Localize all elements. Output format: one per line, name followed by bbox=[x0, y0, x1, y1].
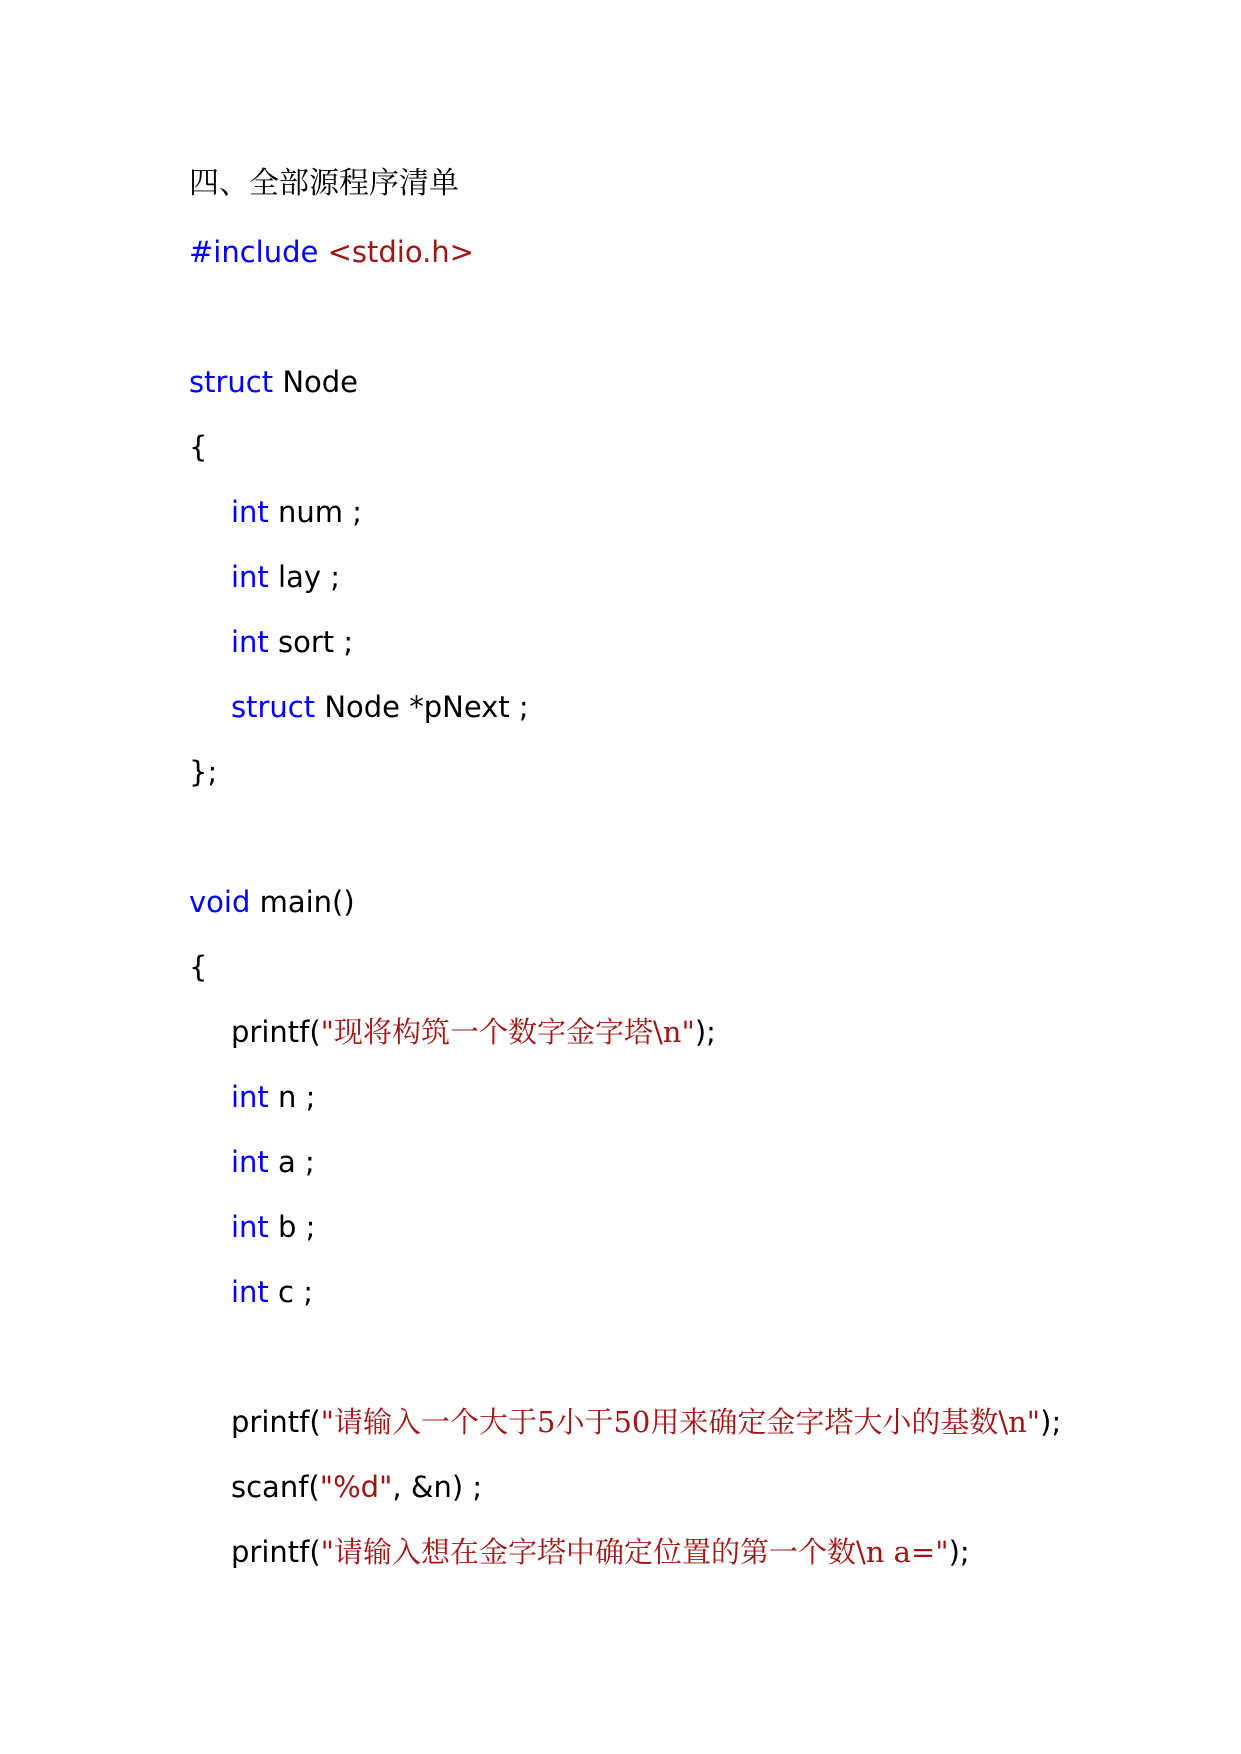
code-keyword: int bbox=[231, 1275, 269, 1309]
code-text: Node *pNext ; bbox=[315, 690, 529, 724]
code-text: c ; bbox=[268, 1275, 313, 1309]
code-preprocessor: #include bbox=[189, 235, 328, 269]
code-line bbox=[189, 622, 1189, 687]
code-text: ); bbox=[1040, 1405, 1062, 1439]
code-text: { bbox=[189, 950, 208, 984]
code-keyword: struct bbox=[189, 365, 274, 399]
code-text: ); bbox=[948, 1535, 970, 1569]
code-line bbox=[189, 362, 1189, 427]
code-line bbox=[189, 1272, 1189, 1337]
code-text: lay ; bbox=[268, 560, 341, 594]
code-line bbox=[189, 232, 1189, 297]
code-line bbox=[189, 752, 1189, 817]
code-line bbox=[189, 882, 1189, 947]
code-keyword: void bbox=[189, 885, 251, 919]
code-line bbox=[189, 1402, 1189, 1467]
code-text: sort ; bbox=[268, 625, 354, 659]
code-line bbox=[189, 1532, 1189, 1597]
code-string: "现将构筑一个数字金字塔\n" bbox=[320, 1015, 695, 1049]
source-code-listing bbox=[189, 232, 1189, 1597]
code-string: "请输入一个大于5小于50用来确定金字塔大小的基数\n" bbox=[320, 1405, 1041, 1439]
code-text: n ; bbox=[268, 1080, 316, 1114]
code-text: , &n) ; bbox=[392, 1470, 483, 1504]
code-line bbox=[189, 1142, 1189, 1207]
code-keyword: int bbox=[231, 495, 269, 529]
code-string: "%d" bbox=[319, 1470, 393, 1504]
code-text: printf( bbox=[231, 1405, 321, 1439]
code-line bbox=[189, 1077, 1189, 1142]
code-text: { bbox=[189, 430, 208, 464]
code-string: "请输入想在金字塔中确定位置的第一个数\n a=" bbox=[320, 1535, 949, 1569]
code-text: ); bbox=[694, 1015, 716, 1049]
code-line bbox=[189, 557, 1189, 622]
code-keyword: int bbox=[231, 1145, 269, 1179]
code-line bbox=[189, 427, 1189, 492]
code-keyword: int bbox=[231, 625, 269, 659]
code-text: printf( bbox=[231, 1015, 321, 1049]
code-text: scanf( bbox=[231, 1470, 320, 1504]
code-line bbox=[189, 492, 1189, 557]
blank-line bbox=[189, 1337, 1189, 1402]
code-line bbox=[189, 687, 1189, 752]
code-line bbox=[189, 1012, 1189, 1077]
code-text: Node bbox=[273, 365, 359, 399]
code-keyword: int bbox=[231, 1210, 269, 1244]
code-text: printf( bbox=[231, 1535, 321, 1569]
code-line bbox=[189, 947, 1189, 1012]
section-heading: 四、全部源程序清单 bbox=[189, 166, 459, 201]
code-text: a ; bbox=[268, 1145, 315, 1179]
code-keyword: struct bbox=[231, 690, 316, 724]
code-line bbox=[189, 1467, 1189, 1532]
code-text: num ; bbox=[268, 495, 363, 529]
code-text: b ; bbox=[268, 1210, 316, 1244]
code-string: <stdio.h> bbox=[327, 235, 474, 269]
code-keyword: int bbox=[231, 560, 269, 594]
code-text: main() bbox=[250, 885, 355, 919]
code-keyword: int bbox=[231, 1080, 269, 1114]
blank-line bbox=[189, 297, 1189, 362]
code-text: }; bbox=[189, 755, 218, 789]
code-line bbox=[189, 1207, 1189, 1272]
blank-line bbox=[189, 817, 1189, 882]
